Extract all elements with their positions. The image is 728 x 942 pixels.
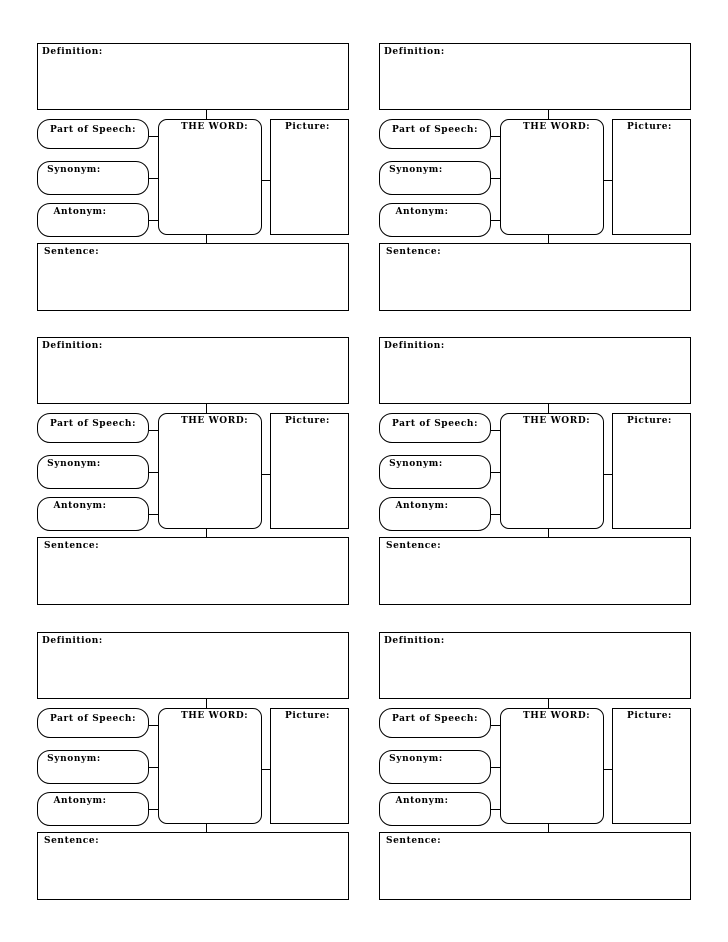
sentence-label: Sentence: xyxy=(44,247,100,257)
synonym-oval[interactable] xyxy=(37,161,149,195)
connector-line xyxy=(548,235,549,243)
connector-line xyxy=(604,474,612,475)
synonym-label: Synonym: xyxy=(47,459,101,469)
part-of-speech-oval[interactable] xyxy=(37,413,149,443)
picture-box[interactable] xyxy=(270,708,349,824)
sentence-label: Sentence: xyxy=(386,541,442,551)
sentence-label: Sentence: xyxy=(44,836,100,846)
part-of-speech-label: Part of Speech: xyxy=(392,419,478,429)
connector-line xyxy=(491,767,500,768)
connector-line xyxy=(149,430,158,431)
the-word-label: THE WORD: xyxy=(181,711,249,721)
picture-label: Picture: xyxy=(627,711,672,721)
sentence-label: Sentence: xyxy=(44,541,100,551)
connector-line xyxy=(149,514,158,515)
connector-line xyxy=(548,110,549,119)
antonym-oval[interactable] xyxy=(379,497,491,531)
connector-line xyxy=(262,180,270,181)
antonym-oval[interactable] xyxy=(37,497,149,531)
part-of-speech-label: Part of Speech: xyxy=(50,714,136,724)
definition-label: Definition: xyxy=(384,341,445,351)
synonym-oval[interactable] xyxy=(379,161,491,195)
connector-line xyxy=(491,514,500,515)
antonym-oval[interactable] xyxy=(37,792,149,826)
definition-label: Definition: xyxy=(42,636,103,646)
synonym-oval[interactable] xyxy=(37,750,149,784)
synonym-label: Synonym: xyxy=(47,165,101,175)
connector-line xyxy=(604,769,612,770)
connector-line xyxy=(548,529,549,537)
part-of-speech-oval[interactable] xyxy=(379,119,491,149)
the-word-box[interactable] xyxy=(500,708,604,824)
the-word-box[interactable] xyxy=(500,119,604,235)
picture-label: Picture: xyxy=(285,416,330,426)
part-of-speech-oval[interactable] xyxy=(379,413,491,443)
vocab-card-3 xyxy=(379,337,691,605)
synonym-label: Synonym: xyxy=(389,165,443,175)
definition-label: Definition: xyxy=(42,341,103,351)
picture-box[interactable] xyxy=(270,413,349,529)
connector-line xyxy=(149,725,158,726)
connector-line xyxy=(262,474,270,475)
picture-box[interactable] xyxy=(270,119,349,235)
definition-label: Definition: xyxy=(384,636,445,646)
antonym-oval[interactable] xyxy=(379,203,491,237)
antonym-label: Antonym: xyxy=(53,207,107,217)
vocab-card-0 xyxy=(37,43,349,311)
antonym-label: Antonym: xyxy=(53,501,107,511)
definition-label: Definition: xyxy=(384,47,445,57)
part-of-speech-label: Part of Speech: xyxy=(50,419,136,429)
synonym-label: Synonym: xyxy=(47,754,101,764)
connector-line xyxy=(548,699,549,708)
the-word-label: THE WORD: xyxy=(523,122,591,132)
connector-line xyxy=(491,809,500,810)
picture-label: Picture: xyxy=(627,416,672,426)
vocab-card-2 xyxy=(37,337,349,605)
connector-line xyxy=(149,767,158,768)
the-word-label: THE WORD: xyxy=(181,416,249,426)
part-of-speech-label: Part of Speech: xyxy=(392,125,478,135)
antonym-label: Antonym: xyxy=(395,796,449,806)
vocab-card-1 xyxy=(379,43,691,311)
part-of-speech-oval[interactable] xyxy=(37,708,149,738)
connector-line xyxy=(206,235,207,243)
connector-line xyxy=(491,220,500,221)
connector-line xyxy=(262,769,270,770)
synonym-label: Synonym: xyxy=(389,459,443,469)
connector-line xyxy=(491,136,500,137)
connector-line xyxy=(206,404,207,413)
the-word-label: THE WORD: xyxy=(181,122,249,132)
connector-line xyxy=(206,699,207,708)
the-word-box[interactable] xyxy=(158,708,262,824)
definition-label: Definition: xyxy=(42,47,103,57)
antonym-oval[interactable] xyxy=(379,792,491,826)
antonym-label: Antonym: xyxy=(395,207,449,217)
part-of-speech-label: Part of Speech: xyxy=(50,125,136,135)
part-of-speech-oval[interactable] xyxy=(379,708,491,738)
antonym-label: Antonym: xyxy=(395,501,449,511)
connector-line xyxy=(491,178,500,179)
connector-line xyxy=(491,725,500,726)
connector-line xyxy=(206,529,207,537)
picture-box[interactable] xyxy=(612,119,691,235)
connector-line xyxy=(604,180,612,181)
antonym-label: Antonym: xyxy=(53,796,107,806)
the-word-box[interactable] xyxy=(500,413,604,529)
connector-line xyxy=(491,472,500,473)
vocab-card-4 xyxy=(37,632,349,900)
sentence-label: Sentence: xyxy=(386,836,442,846)
connector-line xyxy=(548,824,549,832)
sentence-label: Sentence: xyxy=(386,247,442,257)
connector-line xyxy=(491,430,500,431)
synonym-oval[interactable] xyxy=(37,455,149,489)
connector-line xyxy=(149,136,158,137)
the-word-box[interactable] xyxy=(158,119,262,235)
vocab-card-5 xyxy=(379,632,691,900)
picture-label: Picture: xyxy=(285,711,330,721)
connector-line xyxy=(206,110,207,119)
antonym-oval[interactable] xyxy=(37,203,149,237)
connector-line xyxy=(206,824,207,832)
the-word-box[interactable] xyxy=(158,413,262,529)
connector-line xyxy=(149,472,158,473)
connector-line xyxy=(149,178,158,179)
picture-label: Picture: xyxy=(627,122,672,132)
picture-box[interactable] xyxy=(612,413,691,529)
synonym-oval[interactable] xyxy=(379,455,491,489)
connector-line xyxy=(149,809,158,810)
picture-label: Picture: xyxy=(285,122,330,132)
part-of-speech-label: Part of Speech: xyxy=(392,714,478,724)
connector-line xyxy=(149,220,158,221)
part-of-speech-oval[interactable] xyxy=(37,119,149,149)
connector-line xyxy=(548,404,549,413)
synonym-oval[interactable] xyxy=(379,750,491,784)
the-word-label: THE WORD: xyxy=(523,416,591,426)
picture-box[interactable] xyxy=(612,708,691,824)
the-word-label: THE WORD: xyxy=(523,711,591,721)
synonym-label: Synonym: xyxy=(389,754,443,764)
